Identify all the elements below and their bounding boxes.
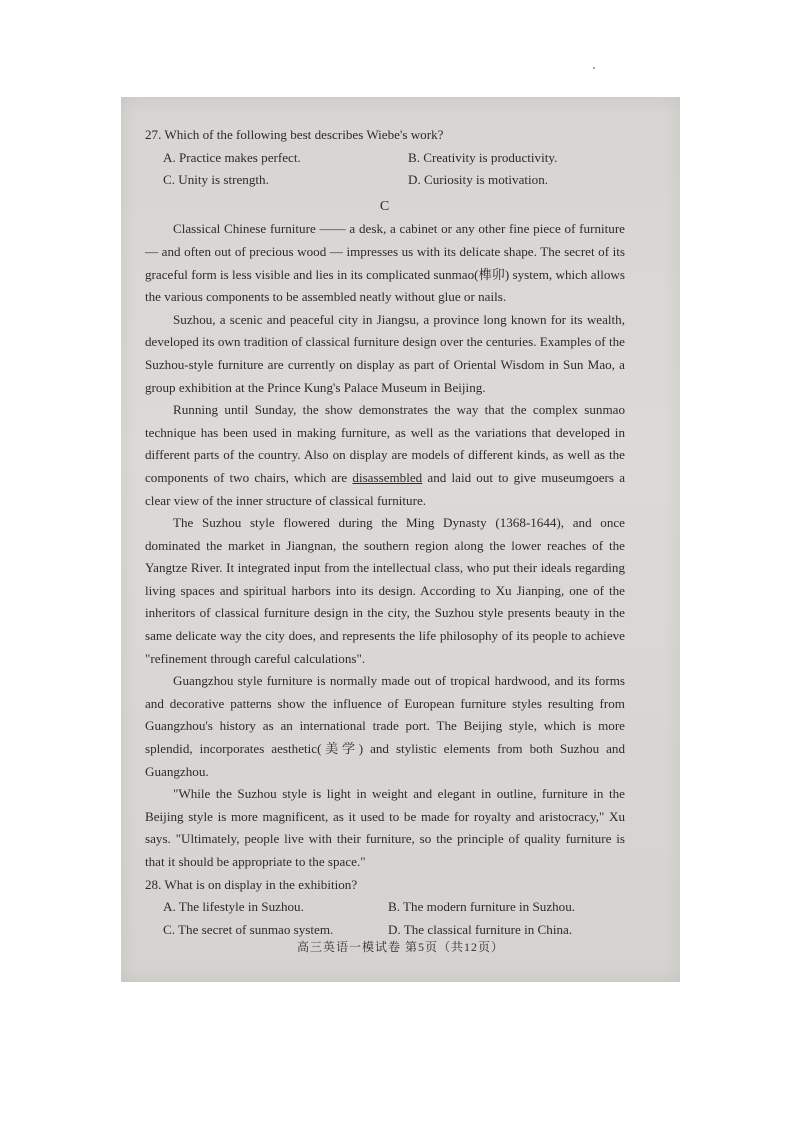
section-heading: C bbox=[379, 198, 391, 214]
passage-paragraph-5: Guangzhou style furniture is normally made out of tropical hardwood, and its forms and decorative patterns show the influence of European furniture styles resulting from Guangzhou's history as an international trade port. The Beijing style, which is more splendid, incorporates aesthetic(美学) and stylistic elements from both Suzhou and Guangzhou. bbox=[145, 673, 625, 779]
passage-paragraph-2: Suzhou, a scenic and peaceful city in Jiangsu, a province long known for its wealth, developed its own tradition of classical furniture design over the centuries. Examples of the Suzhou-style furniture are currently on display as part of Oriental Wisdom in Sun Mao, a group exhibition at the Prince Kung's Palace Museum in Beijing. bbox=[145, 311, 625, 395]
passage-paragraph-3 bbox=[145, 399, 625, 512]
question-27-options bbox=[163, 147, 625, 192]
passage-paragraph-6: "While the Suzhou style is light in weight and elegant in outline, furniture in the Beijing style is more magnificent, as it used to be made for royalty and aristocracy," Xu says. "Ultimately, people live with their furniture, so the principle of quality furniture is that it should be appropriate to the space." bbox=[145, 786, 625, 869]
page-content bbox=[145, 124, 625, 941]
q28-option-a: A. The lifestyle in Suzhou. bbox=[163, 899, 304, 915]
page-footer: 高三英语一模试卷 第5页（共12页） bbox=[296, 940, 504, 954]
question-28-options bbox=[163, 896, 625, 941]
underlined-word: disassembled bbox=[352, 469, 423, 485]
question-27-stem: 27. Which of the following best describes Wiebe's work? bbox=[145, 127, 444, 142]
scan-speck bbox=[593, 67, 595, 69]
passage-paragraph-1: Classical Chinese furniture —— a desk, a cabinet or any other fine piece of furniture — and often out of precious wood — impresses us with its delicate shape. The secret of its graceful form is less visible and lies in its complicated sunmao(榫卯) system, which allows the various components to be assembled neatly without glue or nails. bbox=[145, 221, 625, 305]
passage-paragraph-4: The Suzhou style flowered during the Ming Dynasty (1368-1644), and once dominated the market in Jiangnan, the southern region along the lower reaches of the Yangtze River. It integrated input from the intellectual class, who put their ideals regarding living spaces and spiritual harbors into its design. According to Xu Jianping, one of the inheritors of classical furniture design in the city, the Suzhou style presents beauty in the same delicate way the city does, and represents the life philosophy of its people to achieve "refinement through careful calculations". bbox=[145, 515, 625, 666]
q28-option-d: D. The classical furniture in China. bbox=[388, 921, 573, 937]
q27-option-d: D. Curiosity is motivation. bbox=[408, 172, 549, 188]
question-28-stem: 28. What is on display in the exhibition? bbox=[145, 876, 358, 892]
q27-option-c: C. Unity is strength. bbox=[163, 172, 269, 188]
q27-option-b: B. Creativity is productivity. bbox=[408, 149, 558, 165]
p3-text-after: and laid out to give museumgoers a clear view of the inner structure of classical furniture. bbox=[145, 469, 626, 508]
p3-text-before: Running until Sunday, the show demonstrates the way that the complex sunmao technique has been used in making furniture, as well as the variations that developed in different parts of the country. Also on display are models of different kinds, as well as the components of two chairs, which are bbox=[145, 402, 625, 485]
q28-option-c: C. The secret of sunmao system. bbox=[163, 921, 334, 937]
q27-option-a: A. Practice makes perfect. bbox=[163, 149, 301, 165]
q28-option-b: B. The modern furniture in Suzhou. bbox=[388, 899, 576, 915]
